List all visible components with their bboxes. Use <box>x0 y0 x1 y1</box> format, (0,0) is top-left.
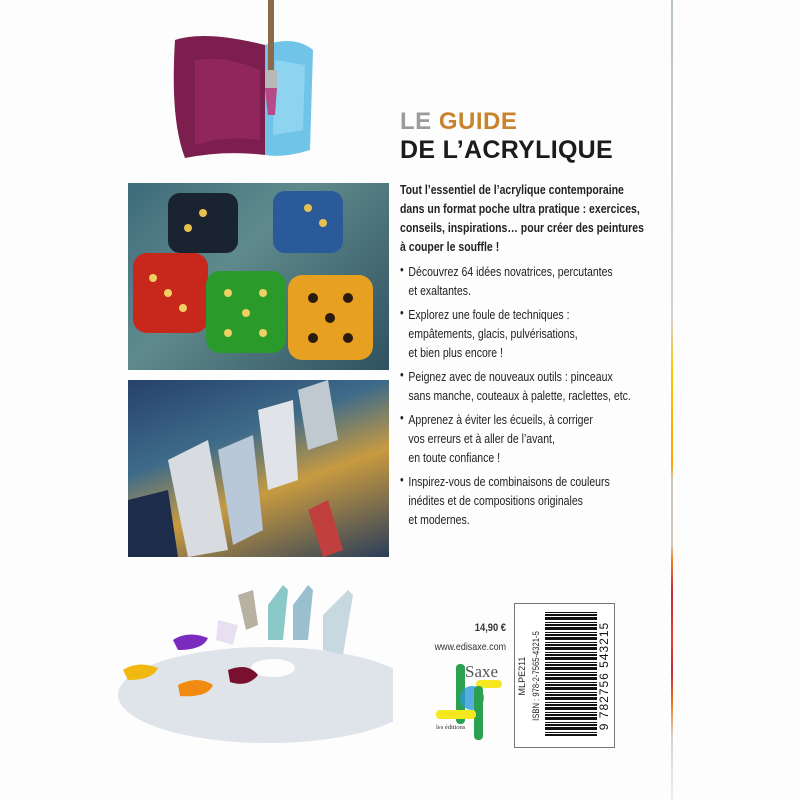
title-word-le: LE <box>400 108 432 135</box>
product-code: MLPE211 <box>516 656 527 695</box>
bullet-line: en toute confiance ! <box>408 451 501 465</box>
website: www.edisaxe.com <box>434 641 506 653</box>
palette-illustration <box>118 580 393 750</box>
intro-line: conseils, inspirations… pour créer des peintures <box>400 221 644 235</box>
book-title <box>400 108 613 164</box>
bullet-line: Apprenez à éviter les écueils, à corriger <box>408 413 593 427</box>
title-word-guide: GUIDE <box>438 108 518 135</box>
ean-number: 9 782756 543215 <box>596 621 611 730</box>
bullet-item <box>400 473 644 530</box>
intro-line: dans un format poche ultra pratique : exercices, <box>400 202 640 216</box>
bullet-item <box>400 411 644 468</box>
isbn: ISBN : 978-2-7565-4321-5 <box>530 630 541 721</box>
barcode-box <box>514 603 615 748</box>
bullet-line: sans manche, couteaux à palette, raclettes, etc. <box>408 389 631 403</box>
bullet-line: Découvrez 64 idées novatrices, percutantes <box>408 265 613 279</box>
bullet-item <box>400 263 644 301</box>
intro-line: Tout l’essentiel de l’acrylique contemporaine <box>400 183 624 197</box>
title-line-2: DE L’ACRYLIQUE <box>400 136 614 164</box>
bullet-icon: • <box>400 368 404 382</box>
bullet-icon: • <box>400 411 404 425</box>
dice-painting-image <box>128 183 389 370</box>
intro-line: à couper le souffle ! <box>400 240 500 254</box>
intro-paragraph <box>400 181 644 257</box>
bullet-icon: • <box>400 263 404 277</box>
boats-painting-image <box>128 380 389 557</box>
bullet-line: et modernes. <box>408 513 470 527</box>
spine-edge <box>671 0 673 800</box>
bullet-line: Explorez une foule de techniques : <box>408 308 570 322</box>
publisher-name: Saxe <box>465 662 499 681</box>
bullet-item <box>400 306 644 363</box>
bullet-line: Inspirez-vous de combinaisons de couleurs <box>408 475 610 489</box>
publisher-prefix: les éditions <box>436 724 466 731</box>
bullet-line: et bien plus encore ! <box>408 346 503 360</box>
bullet-line: et exaltantes. <box>408 284 471 298</box>
bullet-line: empâtements, glacis, pulvérisations, <box>408 327 578 341</box>
bullet-line: vos erreurs et à aller de l’avant, <box>408 432 555 446</box>
bullet-item <box>400 368 644 406</box>
publisher-logo <box>436 660 506 740</box>
paint-stroke-illustration <box>165 0 315 160</box>
back-cover-text <box>400 181 644 530</box>
barcode-bars <box>545 612 597 736</box>
price: 14,90 € <box>474 622 506 634</box>
bullet-line: inédites et de compositions originales <box>408 494 583 508</box>
bullet-icon: • <box>400 473 404 487</box>
bullet-line: Peignez avec de nouveaux outils : pinceaux <box>408 370 613 384</box>
price-block <box>413 619 507 657</box>
bullet-icon: • <box>400 306 404 320</box>
